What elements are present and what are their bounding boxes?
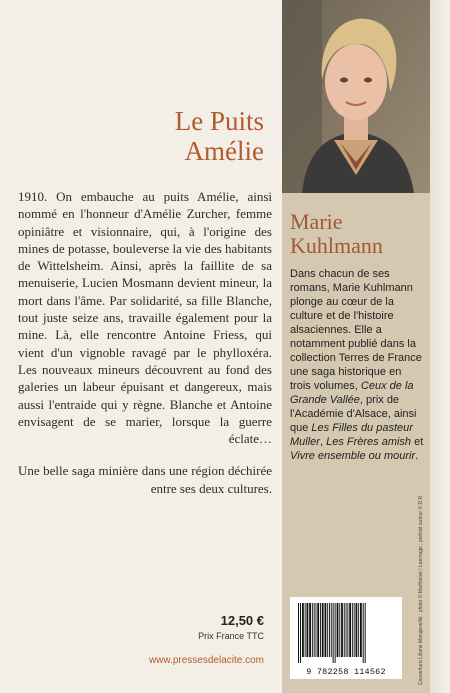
barcode (290, 597, 402, 679)
author-bio (290, 267, 424, 463)
price-block (198, 613, 264, 641)
author-last-name: Kuhlmann (290, 233, 383, 258)
barcode-bar (316, 603, 317, 657)
bio-text: Dans chacun de ses romans, Marie Kuhlmann plonge au cœur de la culture et de l'histoire alsaciennes. Elle a notamment publié dans la collection Terres de France une saga historique en trois volumes, (290, 268, 422, 392)
barcode-bar (314, 603, 315, 657)
barcode-bar (325, 603, 327, 657)
book-title (175, 106, 264, 166)
author-name (290, 210, 383, 258)
barcode-bar (352, 603, 353, 657)
bio-text: . (415, 450, 419, 462)
bio-text: , (319, 436, 327, 448)
barcode-bar (347, 603, 348, 657)
barcode-bar (322, 603, 324, 657)
barcode-bar (360, 603, 362, 657)
author-first-name: Marie (290, 209, 343, 234)
barcode-bar (307, 603, 309, 657)
barcode-bar (320, 603, 321, 657)
barcode-bar (309, 603, 311, 657)
barcode-bar (344, 603, 345, 657)
cover-credits: Couverture Liliane Mangeveille : photo © Martheise / Leemage ; portrait auteur © D.R. (418, 494, 424, 685)
author-portrait-image (282, 0, 430, 193)
barcode-bar (329, 603, 330, 657)
barcode-number: 9 782258 114562 (306, 667, 386, 677)
barcode-bar (317, 603, 319, 657)
bio-book-title: Vivre ensemble ou mourir (290, 450, 416, 462)
barcode-bar (341, 603, 343, 657)
barcode-guard-bar (333, 603, 334, 663)
barcode-bar (349, 603, 351, 657)
barcode-bar (346, 603, 347, 657)
blurb-tagline: Une belle saga minière dans une région déchirée entre ses deux cultures. (18, 463, 272, 496)
bio-book-title: Les Frères amish (326, 436, 412, 448)
barcode-guard-bar (335, 603, 336, 663)
cover-edge (430, 0, 450, 693)
barcode-guard-bar (365, 603, 366, 663)
blurb-paragraph: 1910. On embauche au puits Amélie, ainsi nommé en l'honneur d'Amélie Zurcher, femme opiniâtre et visionnaire, qui, à l'origine des mines de potasse, bouleverse la vie des habitants de Wittelsheim. Ainsi, après la faillite de sa menuiserie, Lucien Mosmann devient mineur, la mort dans l'âme. Par solidarité, sa fille Blanche, tout juste seize ans, travaille également pour la mine. Là, elle rencontre Antoine Friess, qui vient d'un vignoble ravagé par le phylloxéra. Les nouveaux mineurs découvrent au fond des galeries un labeur épuisant et dangereux, mais aussi l'entraide qui y règne. Blanche et Antoine envisagent de se marier, lorsque la guerre éclate… (18, 189, 272, 447)
barcode-bar (356, 603, 358, 657)
barcode-bar (327, 603, 328, 657)
barcode-guard-bar (363, 603, 364, 663)
bio-book-title: Les Filles du pasteur Muller (290, 422, 413, 448)
author-portrait (282, 0, 430, 193)
bio-book-title: Ceux de la Grande Vallée (290, 380, 414, 406)
publisher-website[interactable]: www.pressesdelacite.com (148, 655, 264, 666)
barcode-bar (312, 603, 313, 657)
price-label: Prix France TTC (198, 631, 264, 641)
price-amount: 12,50 € (220, 613, 264, 628)
bio-text: et (411, 436, 424, 448)
back-cover-blurb (18, 188, 272, 497)
barcode-bar (302, 603, 304, 657)
bio-text: , prix de l'Académie d'Alsace, ainsi que (290, 394, 417, 434)
barcode-bar (339, 603, 340, 657)
barcode-bar (305, 603, 306, 657)
barcode-guard-bar (298, 603, 299, 663)
barcode-bar (358, 603, 359, 657)
barcode-guard-bar (300, 603, 301, 663)
barcode-bar (337, 603, 339, 657)
book-title-line1: Le Puits (174, 106, 264, 136)
barcode-bars (290, 597, 402, 667)
book-title-line2: Amélie (184, 136, 264, 166)
barcode-bar (331, 603, 332, 657)
barcode-bar (354, 603, 355, 657)
